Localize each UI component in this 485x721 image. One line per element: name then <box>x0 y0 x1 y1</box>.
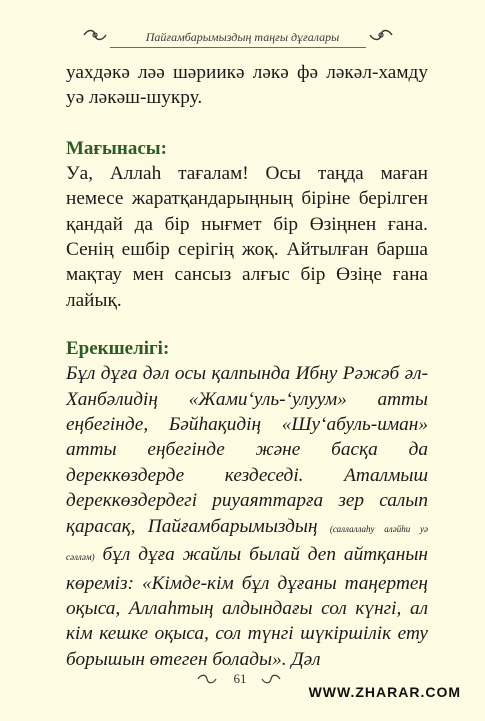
salawat-note: (саллаллаһу аләйһи уә сәлләм) <box>66 523 428 563</box>
site-watermark: WWW.ZHARAR.COM <box>308 684 461 700</box>
page-number: 61 <box>233 671 247 686</box>
feature-paragraph <box>66 361 428 672</box>
footer-ornament-right-icon <box>260 672 282 686</box>
page-content <box>66 60 428 672</box>
ornament-right-icon <box>368 27 394 43</box>
footer-ornament-left-icon <box>196 672 218 686</box>
feature-text-part-2: бұл дұға жайлы былай деп айтқанын көреміз: «Кімде-кім бұл дұғаны таңертең оқыса, Аллаһтың алдындағы сол күнгі, ал кім кешке оқыса, сол түнгі шүкіршілік ету борышын өтеген болады». Дәл <box>66 544 428 670</box>
meaning-paragraph: Уа, Аллаһ тағалам! Осы таңда маған немесе жаратқандарыңның біріне берілген қандай да бір нығмет бір Өзіңнен ғана. Сенің ешбір серігің жоқ. Айтылған барша мақтау мен сансыз алғыс бір Өзіңе ғана лайық. <box>66 162 428 311</box>
header-rule <box>110 47 366 48</box>
feature-heading: Ерекшелігі: <box>66 338 170 360</box>
feature-text-part-1: Бұл дұға дәл осы қалпында Ибну Рәжәб әл-Ханбәлидің «Жами‘уль-‘улуум» атты еңбегінде, Бәйһақидің «Шу‘абуль-иман» атты еңбегінде және басқа да дереккөздерде кездеседі. Аталмыш дереккөздердегі риуаяттарға зер салып қарасақ, Пайғамбарымыздың <box>66 363 428 537</box>
running-header-title: Пайғамбарымыздың таңғы дұғалары <box>145 30 340 44</box>
transliteration-paragraph: уахдәкә ләә шәриикә ләкә фә ләкәл-хамду уә ләкәш-шукру. <box>66 62 428 109</box>
page-header <box>0 0 485 48</box>
meaning-heading: Мағынасы: <box>66 137 167 159</box>
